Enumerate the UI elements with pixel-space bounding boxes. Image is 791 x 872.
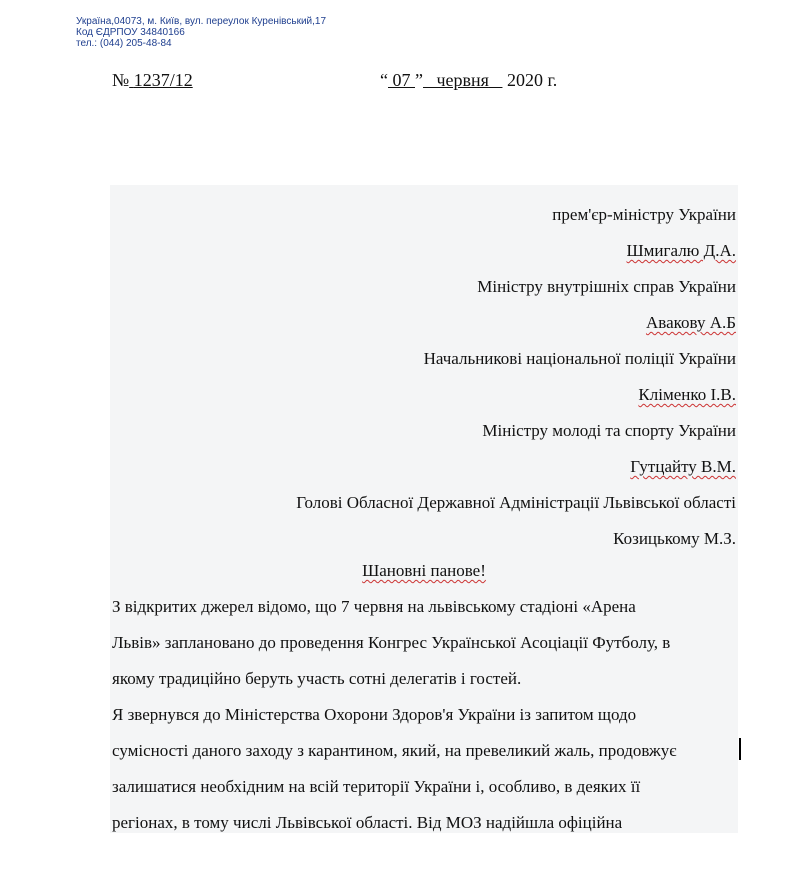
text-cursor: [739, 738, 741, 760]
addressee-line: [136, 233, 736, 269]
addressee-surname: Шмигалю Д.А.: [626, 241, 736, 260]
addressee-line: Голові Обласної Державної Адміністрації Львівської області: [296, 493, 736, 512]
letterhead-edrpou: Код ЄДРПОУ 34840166: [76, 27, 185, 38]
date-open-quote: “: [380, 70, 388, 90]
number-sign: №: [112, 70, 130, 90]
addressee-line: Міністру внутрішніх справ України: [477, 277, 736, 296]
addressee-line: Начальникові національної поліції України: [423, 349, 736, 368]
date-close-quote: ”: [415, 70, 423, 90]
letterhead-phone: тел.: (044) 205-48-84: [76, 38, 172, 49]
addressee-line: прем'єр-міністру України: [552, 205, 736, 224]
paragraph-2: [112, 697, 742, 841]
date-year: 2020 г.: [506, 70, 558, 90]
addressee-line: Козицькому М.З.: [613, 529, 736, 548]
addressee-line: [136, 449, 736, 485]
date-day: 07: [392, 70, 411, 90]
addressee-surname: Кліменко І.В.: [638, 385, 736, 404]
date-month: червня: [436, 70, 489, 90]
outgoing-number: 1237/12: [133, 70, 193, 90]
paragraph-line: регіонах, в тому числі Львівської області. Від МОЗ надійшла офіційна: [112, 813, 623, 832]
addressee-surname: Гутцайту В.М.: [630, 457, 736, 476]
paragraph-line: Львів» заплановано до проведення Конгрес Української Асоціації Футболу, в: [112, 633, 671, 652]
addressee-surname: Авакову А.Б: [645, 313, 736, 332]
paragraph-line: Я звернувся до Міністерства Охорони Здоров'я України із запитом щодо: [112, 705, 637, 724]
reference-number: [112, 70, 207, 91]
salutation: Шановні панове!: [362, 561, 486, 580]
letterhead-address: Україна,04073, м. Київ, вул. переулок Куренівський,17: [76, 16, 327, 27]
paragraph-line: сумісності даного заходу з карантином, який, на превеликий жаль, продовжує: [112, 741, 677, 760]
addressee-line: [136, 377, 736, 413]
paragraph-line: залишатися необхідним на всій території України і, особливо, в деяких її: [112, 777, 641, 796]
paragraph-line: З відкритих джерел відомо, що 7 червня на львівському стадіоні «Арена: [112, 597, 636, 616]
reference-line: [112, 70, 632, 94]
paragraph-line: якому традиційно беруть участь сотні делегатів і гостей.: [112, 669, 522, 688]
addressee-line: Міністру молоді та спорту України: [482, 421, 736, 440]
letterhead: [76, 16, 326, 49]
reference-date: [380, 70, 557, 91]
addressee-line: [136, 305, 736, 341]
paragraph-1: [112, 589, 742, 697]
addressee-block: [136, 197, 736, 557]
